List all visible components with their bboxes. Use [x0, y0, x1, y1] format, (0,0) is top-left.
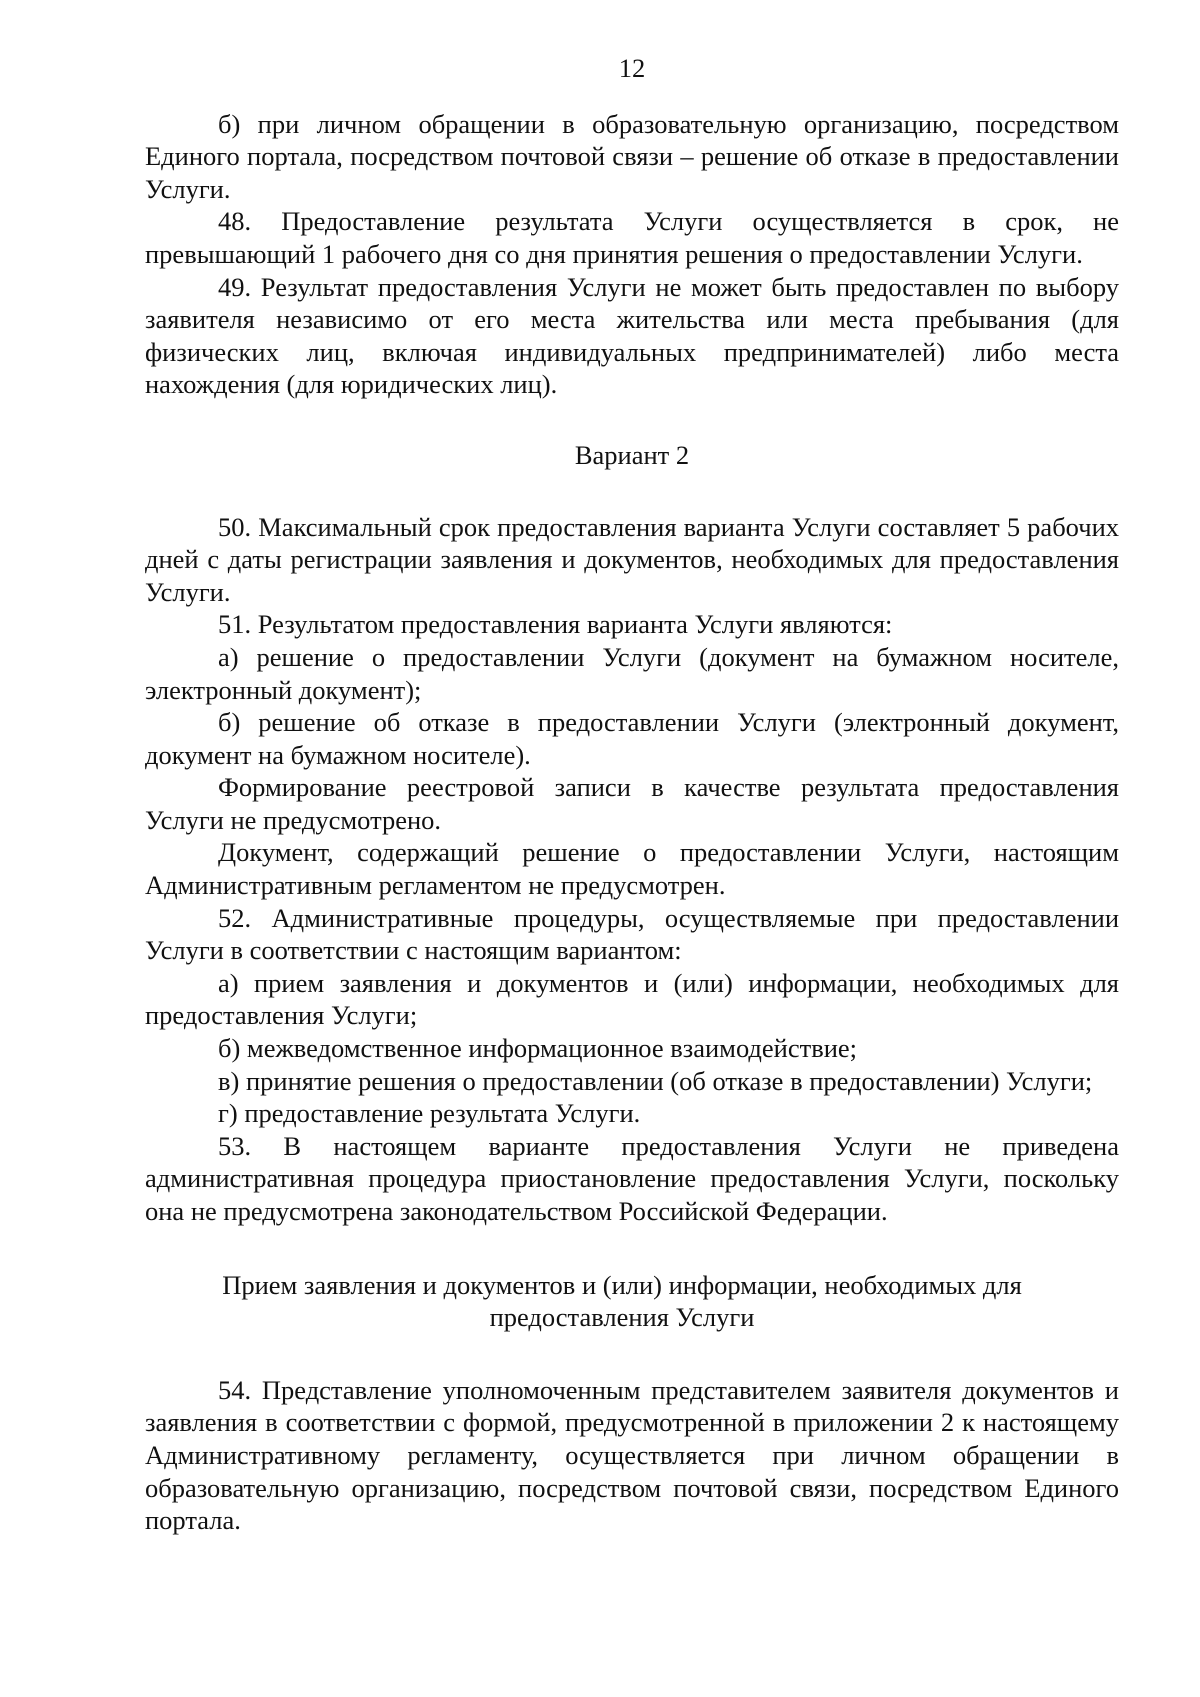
paragraph-52-b: б) межведомственное информационное взаимодействие; [218, 1033, 858, 1064]
paragraph-52-a: а) прием заявления и документов и (или) информации, необходимых для предоставления Услуги; [145, 967, 1119, 1031]
paragraph-registry-record: Формирование реестровой записи в качестве результата предоставления Услуги не предусмотрено. [145, 772, 1119, 835]
page-number: 12 [618, 53, 646, 83]
paragraph-52-g: г) предоставление результата Услуги. [218, 1098, 641, 1129]
paragraph-48: 48. Предоставление результата Услуги осуществляется в срок, не превышающий 1 рабочего дня со дня принятия решения о предоставлении Услуги. [145, 206, 1119, 269]
paragraph-50: 50. Максимальный срок предоставления варианта Услуги составляет 5 рабочих дней с даты регистрации заявления и документов, необходимых для предоставления Услуги. [145, 511, 1119, 607]
paragraph-b-personal-appeal: б) при личном обращении в образовательную организацию, посредством Единого портала, посредством почтовой связи – решение об отказе в предоставлении Услуги. [145, 108, 1119, 204]
heading-application-reception: Прием заявления и документов и (или) информации, необходимых для предоставления Услуги [222, 1269, 1022, 1333]
paragraph-51: 51. Результатом предоставления варианта Услуги являются: [218, 609, 893, 640]
document-page [145, 52, 1119, 1537]
paragraph-decision-document: Документ, содержащий решение о предоставлении Услуги, настоящим Административным регламентом не предусмотрен. [145, 837, 1119, 901]
paragraph-54: 54. Представление уполномоченным представителем заявителя документов и заявления в соответствии с формой, предусмотренной в приложении 2 к настоящему Административному регламенту, осуществляется при личном обращении в образовательную организацию, посредством почтовой связи, посредством Единого портала. [145, 1374, 1119, 1536]
heading-variant-2: Вариант 2 [574, 439, 690, 470]
paragraph-52-v: в) принятие решения о предоставлении (об отказе в предоставлении) Услуги; [218, 1065, 1093, 1096]
paragraph-51-a: а) решение о предоставлении Услуги (документ на бумажном носителе, электронный документ); [145, 641, 1119, 705]
paragraph-53: 53. В настоящем варианте предоставления Услуги не приведена административная процедура приостановление предоставления Услуги, поскольку она не предусмотрена законодательством Российской Федерации. [145, 1130, 1119, 1226]
paragraph-52: 52. Административные процедуры, осуществляемые при предоставлении Услуги в соответствии с настоящим вариантом: [145, 902, 1119, 966]
paragraph-49: 49. Результат предоставления Услуги не может быть предоставлен по выбору заявителя независимо от его места жительства или места пребывания (для физических лиц, включая индивидуальных предпринимателей) либо места нахождения (для юридических лиц). [145, 271, 1119, 400]
paragraph-51-b: б) решение об отказе в предоставлении Услуги (электронный документ, документ на бумажном носителе). [145, 707, 1119, 770]
